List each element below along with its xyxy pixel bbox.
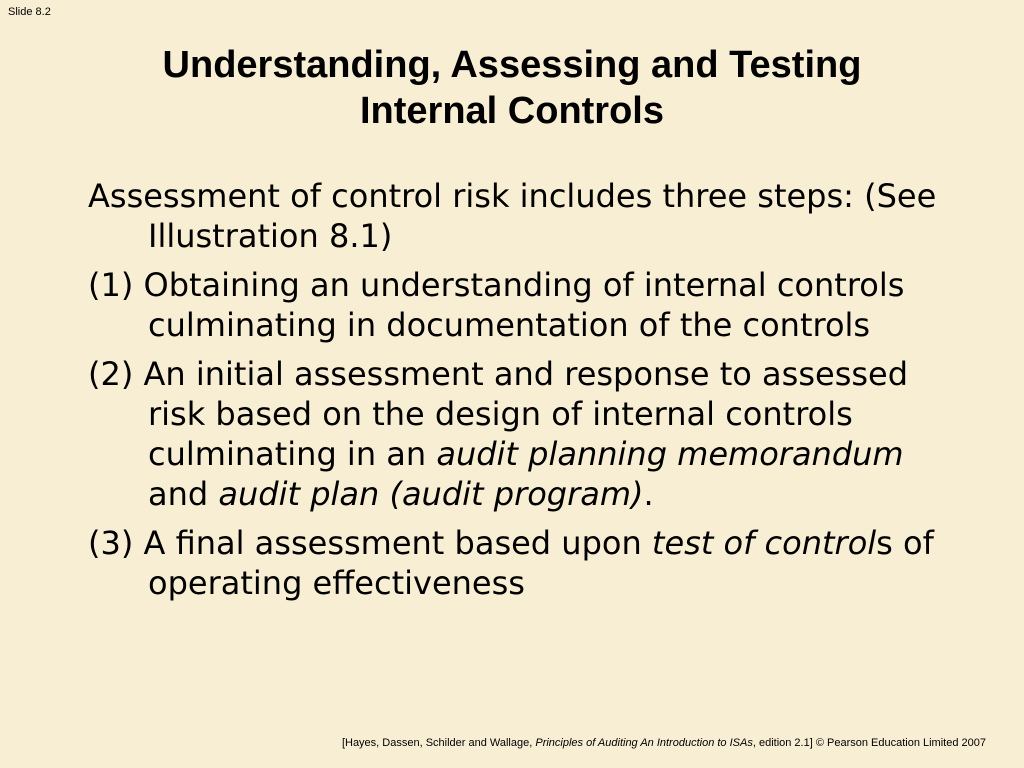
step-2-emphasis-memorandum: audit planning memorandum	[436, 435, 904, 473]
step-2-emphasis-audit-plan: audit plan (audit program)	[218, 475, 644, 513]
step-3-text-a: (3) A final assessment based upon	[88, 524, 652, 562]
step-3	[88, 523, 948, 603]
intro-paragraph	[88, 176, 948, 256]
slide-number: Slide 8.2	[8, 6, 51, 18]
step-1-text: (1) Obtaining an understanding of internal controls culminating in documentation of the controls	[88, 266, 905, 344]
step-2-text-c: and	[148, 475, 219, 513]
step-1	[88, 265, 948, 345]
intro-text: Assessment of control risk includes three steps: (See Illustration 8.1)	[88, 177, 937, 255]
citation-footer	[342, 737, 986, 749]
footer-book-title: Principles of Auditing An Introduction to ISAs	[535, 737, 753, 749]
slide-title-line-1: Understanding, Assessing and Testing	[162, 44, 862, 86]
step-2-text-e: .	[643, 475, 654, 513]
slide-title	[0, 42, 1024, 134]
step-2-text-a: (2) An initial assessment and response to assessed risk based on the design of internal controls culminating in an	[88, 355, 909, 473]
step-2	[88, 354, 948, 514]
footer-authors: [Hayes, Dassen, Schilder and Wallage,	[341, 737, 536, 749]
step-3-emphasis-test-of-controls: test of control	[651, 524, 877, 562]
footer-edition: , edition 2.1] © Pearson Education Limited 2007	[752, 737, 986, 749]
slide-title-line-2: Internal Controls	[359, 90, 665, 132]
step-3-text-c: s of operating effectiveness	[148, 524, 934, 602]
slide-body	[88, 176, 948, 612]
